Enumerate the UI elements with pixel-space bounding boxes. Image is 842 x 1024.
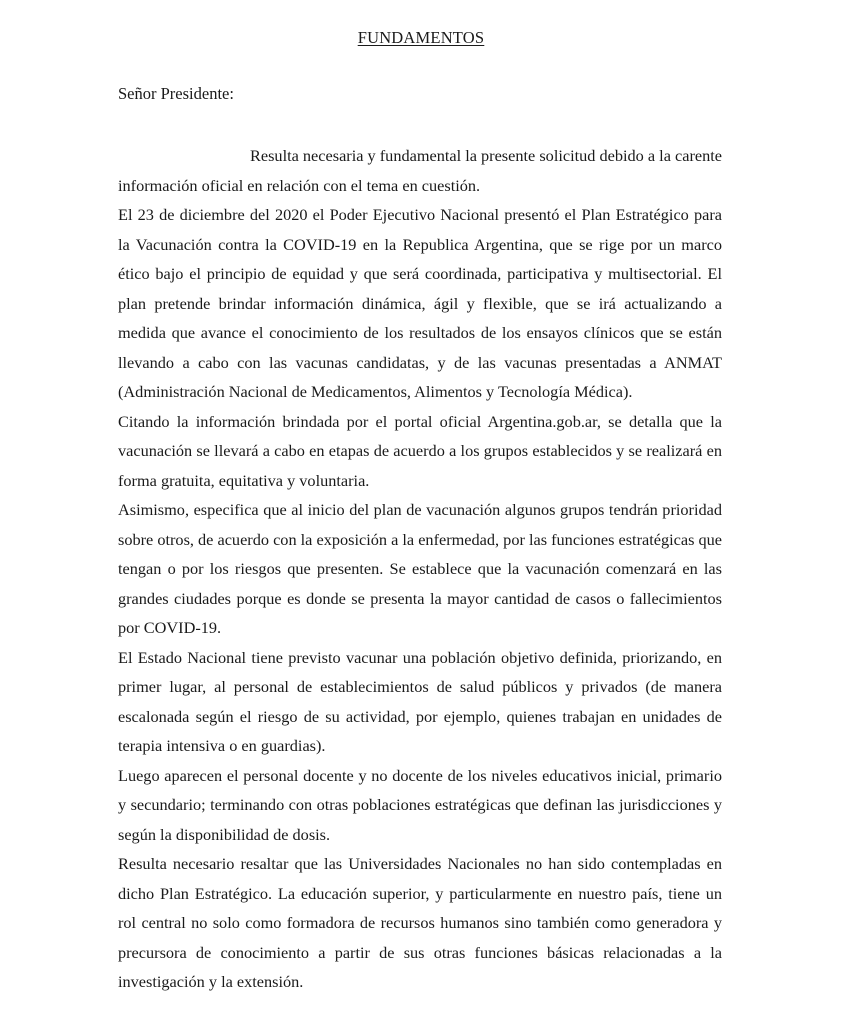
salutation: Señor Presidente: [118, 84, 234, 103]
document-title: FUNDAMENTOS [357, 28, 485, 47]
document-body [118, 141, 722, 997]
paragraph-priority-groups: Asimismo, especifica que al inicio del plan de vacunación algunos grupos tendrán prioridad sobre otros, de acuerdo con la exposición a la enfermedad, por las funciones estratégicas que tengan o por los riesgos que presenten. Se establece que la vacunación comenzará en las grandes ciudades porque es donde se presenta la mayor cantidad de casos o fallecimientos por COVID-19. [118, 500, 722, 637]
paragraph-intro: Resulta necesaria y fundamental la presente solicitud debido a la carente información oficial en relación con el tema en cuestión. [118, 146, 722, 195]
paragraph-plan-presentation: El 23 de diciembre del 2020 el Poder Ejecutivo Nacional presentó el Plan Estratégico para la Vacunación contra la COVID-19 en la Republica Argentina, que se rige por un marco ético bajo el principio de equidad y que será coordinada, participativa y multisectorial. El plan pretende brindar información dinámica, ágil y flexible, que se irá actualizando a medida que avance el conocimiento de los resultados de los ensayos clínicos que se están llevando a cabo con las vacunas candidatas, y de las vacunas presentadas a ANMAT (Administración Nacional de Medicamentos, Alimentos y Tecnología Médica). [118, 205, 722, 401]
paragraph-target-population: El Estado Nacional tiene previsto vacunar una población objetivo definida, priorizando, en primer lugar, al personal de establecimientos de salud públicos y privados (de manera escalonada según el riesgo de su actividad, por ejemplo, quienes trabajan en unidades de terapia intensiva o en guardias). [118, 647, 722, 755]
paragraph-official-portal: Citando la información brindada por el portal oficial Argentina.gob.ar, se detalla que la vacunación se llevará a cabo en etapas de acuerdo a los grupos establecidos y se realizará en forma gratuita, equitativa y voluntaria. [118, 411, 722, 490]
paragraph-teaching-staff: Luego aparecen el personal docente y no docente de los niveles educativos inicial, primario y secundario; terminando con otras poblaciones estratégicas que definan las jurisdicciones y según la disponibilidad de dosis. [118, 765, 722, 844]
paragraph-universities: Resulta necesario resaltar que las Universidades Nacionales no han sido contempladas en dicho Plan Estratégico. La educación superior, y particularmente en nuestro país, tiene un rol central no solo como formadora de recursos humanos sino también como generadora y precursora de conocimiento a partir de sus otras funciones básicas relacionadas a la investigación y la extensión. [118, 854, 722, 991]
